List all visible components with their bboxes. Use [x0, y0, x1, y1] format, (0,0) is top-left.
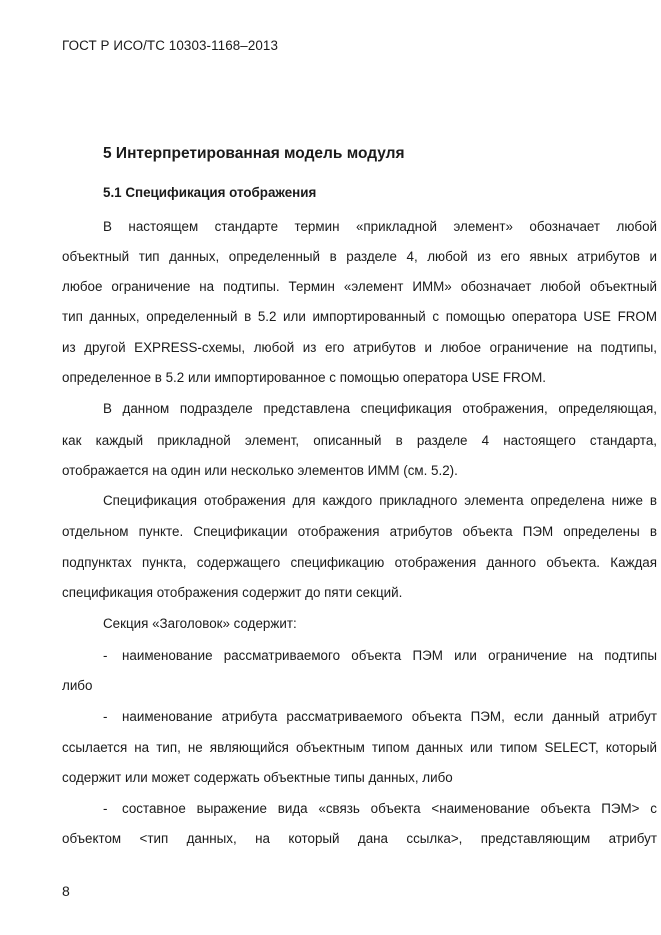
- paragraph-line: содержит или может содержать объектные типы данных, либо: [62, 770, 453, 785]
- section-title: 5 Интерпретированная модель модуля: [103, 145, 405, 162]
- paragraph-line: как каждый прикладной элемент, описанный в разделе 4 настоящего стандарта,: [62, 433, 657, 448]
- paragraph-line: определенное в 5.2 или импортированное с помощью оператора USE FROM.: [62, 370, 547, 385]
- list-item-text: наименование атрибута рассматриваемого объекта ПЭМ, если данный атрибут: [122, 709, 657, 724]
- list-marker: -: [103, 648, 108, 663]
- paragraph-line: объектом <тип данных, на который дана ссылка>, представляющим атрибут: [62, 831, 657, 846]
- paragraph-line: из другой EXPRESS-схемы, любой из его атрибутов и любое ограничение на подтипы,: [62, 340, 657, 355]
- list-item: [103, 709, 657, 725]
- paragraph-line: Секция «Заголовок» содержит:: [103, 616, 297, 631]
- list-item: [103, 801, 657, 817]
- paragraph-line: объектный тип данных, определенный в разделе 4, любой из его явных атрибутов и: [62, 249, 657, 264]
- list-item-text: составное выражение вида «связь объекта <наименование объекта ПЭМ> с: [122, 801, 657, 816]
- list-marker: -: [103, 801, 108, 816]
- paragraph-line: тип данных, определенный в 5.2 или импортированный с помощью оператора USE FROM: [62, 309, 657, 324]
- paragraph-line: отображается на один или несколько элементов ИММ (см. 5.2).: [62, 463, 458, 478]
- paragraph-line: либо: [62, 678, 93, 693]
- list-marker: -: [103, 709, 108, 724]
- subsection-title: 5.1 Спецификация отображения: [103, 185, 317, 200]
- document-header: ГОСТ Р ИСО/ТС 10303-1168–2013: [62, 38, 279, 53]
- paragraph-line: спецификация отображения содержит до пяти секций.: [62, 585, 403, 600]
- page-number: 8: [62, 883, 70, 899]
- paragraph-line: В настоящем стандарте термин «прикладной элемент» обозначает любой: [103, 219, 657, 234]
- paragraph-line: любое ограничение на подтипы. Термин «элемент ИММ» обозначает любой объектный: [62, 279, 657, 294]
- paragraph-line: отдельном пункте. Спецификации отображения атрибутов объекта ПЭМ определены в: [62, 524, 657, 539]
- paragraph-line: подпунктах пункта, содержащего спецификацию отображения данного объекта. Каждая: [62, 555, 657, 570]
- paragraph-line: В данном подразделе представлена спецификация отображения, определяющая,: [103, 401, 657, 416]
- list-item-text: наименование рассматриваемого объекта ПЭМ или ограничение на подтипы: [122, 648, 657, 663]
- paragraph-line: ссылается на тип, не являющийся объектным типом данных или типом SELECT, который: [62, 740, 657, 755]
- paragraph-line: Спецификация отображения для каждого прикладного элемента определена ниже в: [103, 493, 657, 508]
- list-item: [103, 648, 657, 664]
